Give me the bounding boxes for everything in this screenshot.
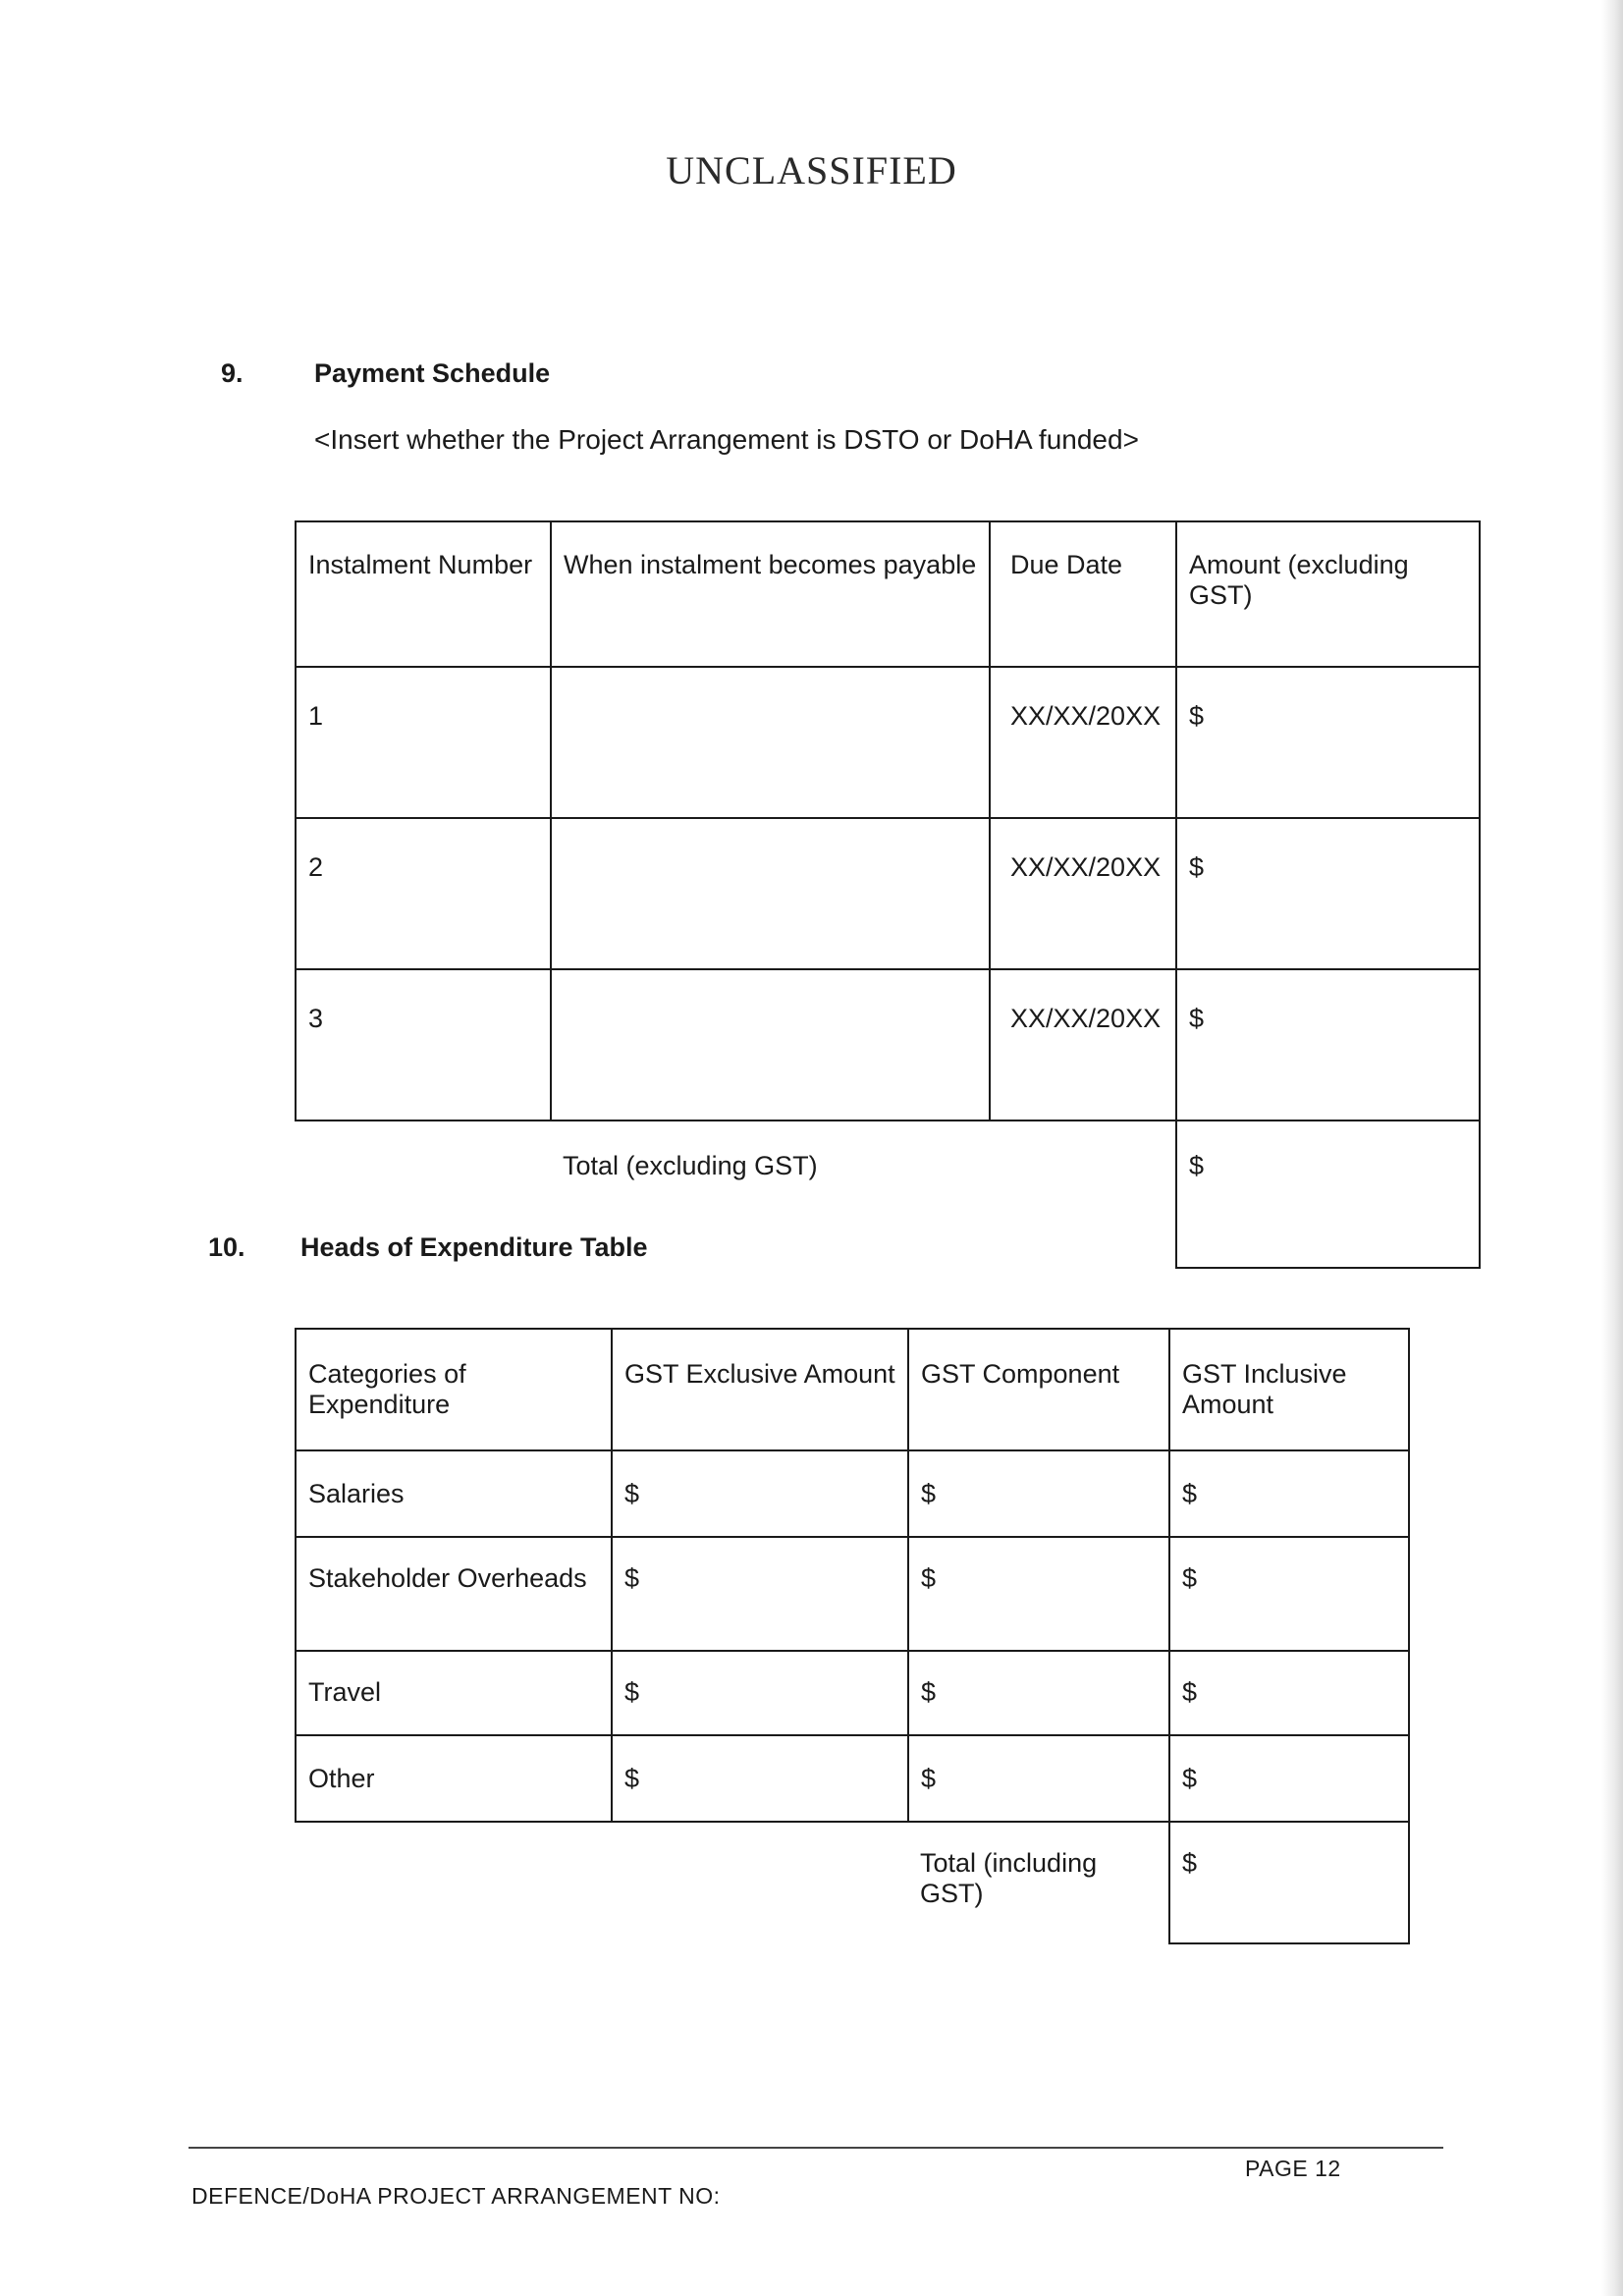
table-row [296,1537,1409,1651]
page-number: PAGE 12 [1245,2156,1341,2181]
section-9-number: 9. [221,358,243,388]
due-date-cell: XX/XX/20XX [990,969,1176,1121]
gst-inclusive-cell: $ [1169,1651,1409,1735]
amount-cell: $ [1176,667,1480,818]
header-cell: GST Exclusive Amount [612,1329,908,1450]
empty-cell [296,1822,612,1943]
total-value-cell: $ [1169,1822,1409,1943]
gst-exclusive-cell: $ [612,1651,908,1735]
instalment-number-cell: 3 [296,969,551,1121]
gst-component-cell: $ [908,1735,1169,1822]
section-10-number: 10. [208,1232,245,1262]
table-row [296,1651,1409,1735]
payable-when-cell [551,969,990,1121]
category-cell: Travel [296,1651,612,1735]
total-label: Total (excluding GST) [296,1121,1176,1268]
table-row [296,969,1480,1121]
section-9-title: Payment Schedule [314,358,551,388]
footer-divider [189,2147,1443,2149]
empty-cell [612,1822,908,1943]
instalment-number-cell: 1 [296,667,551,818]
header-cell: Due Date [990,521,1176,667]
total-value-cell: $ [1176,1121,1480,1268]
gst-inclusive-cell: $ [1169,1450,1409,1537]
total-row [296,1822,1409,1943]
amount-cell: $ [1176,969,1480,1121]
instalment-number-cell: 2 [296,818,551,969]
gst-exclusive-cell: $ [612,1537,908,1651]
category-cell: Other [296,1735,612,1822]
payable-when-cell [551,818,990,969]
section-9-instruction: <Insert whether the Project Arrangement is DSTO or DoHA funded> [314,424,1139,455]
payable-when-cell [551,667,990,818]
table-header-row [296,1329,1409,1450]
table-header-row [296,521,1480,667]
payment-schedule-table [295,520,1481,1269]
table-row [296,1450,1409,1537]
gst-exclusive-cell: $ [612,1735,908,1822]
gst-component-cell: $ [908,1537,1169,1651]
gst-inclusive-cell: $ [1169,1537,1409,1651]
gst-exclusive-cell: $ [612,1450,908,1537]
total-label: Total (including GST) [908,1822,1169,1943]
header-cell: GST Component [908,1329,1169,1450]
gst-component-cell: $ [908,1651,1169,1735]
amount-cell: $ [1176,818,1480,969]
page-edge-shadow [1601,0,1623,2296]
gst-inclusive-cell: $ [1169,1735,1409,1822]
header-cell: Amount (excluding GST) [1176,521,1480,667]
section-10-title: Heads of Expenditure Table [300,1232,648,1262]
header-cell: When instalment becomes payable [551,521,990,667]
table-row [296,1735,1409,1822]
table-row [296,667,1480,818]
gst-component-cell: $ [908,1450,1169,1537]
header-cell: Instalment Number [296,521,551,667]
footer-arrangement-label: DEFENCE/DoHA PROJECT ARRANGEMENT NO: [191,2183,721,2209]
classification-label: UNCLASSIFIED [666,148,957,192]
category-cell: Salaries [296,1450,612,1537]
header-cell: Categories of Expenditure [296,1329,612,1450]
heads-of-expenditure-table [295,1328,1410,1944]
table-row [296,818,1480,969]
category-cell: Stakeholder Overheads [296,1537,612,1651]
due-date-cell: XX/XX/20XX [990,667,1176,818]
header-cell: GST Inclusive Amount [1169,1329,1409,1450]
due-date-cell: XX/XX/20XX [990,818,1176,969]
